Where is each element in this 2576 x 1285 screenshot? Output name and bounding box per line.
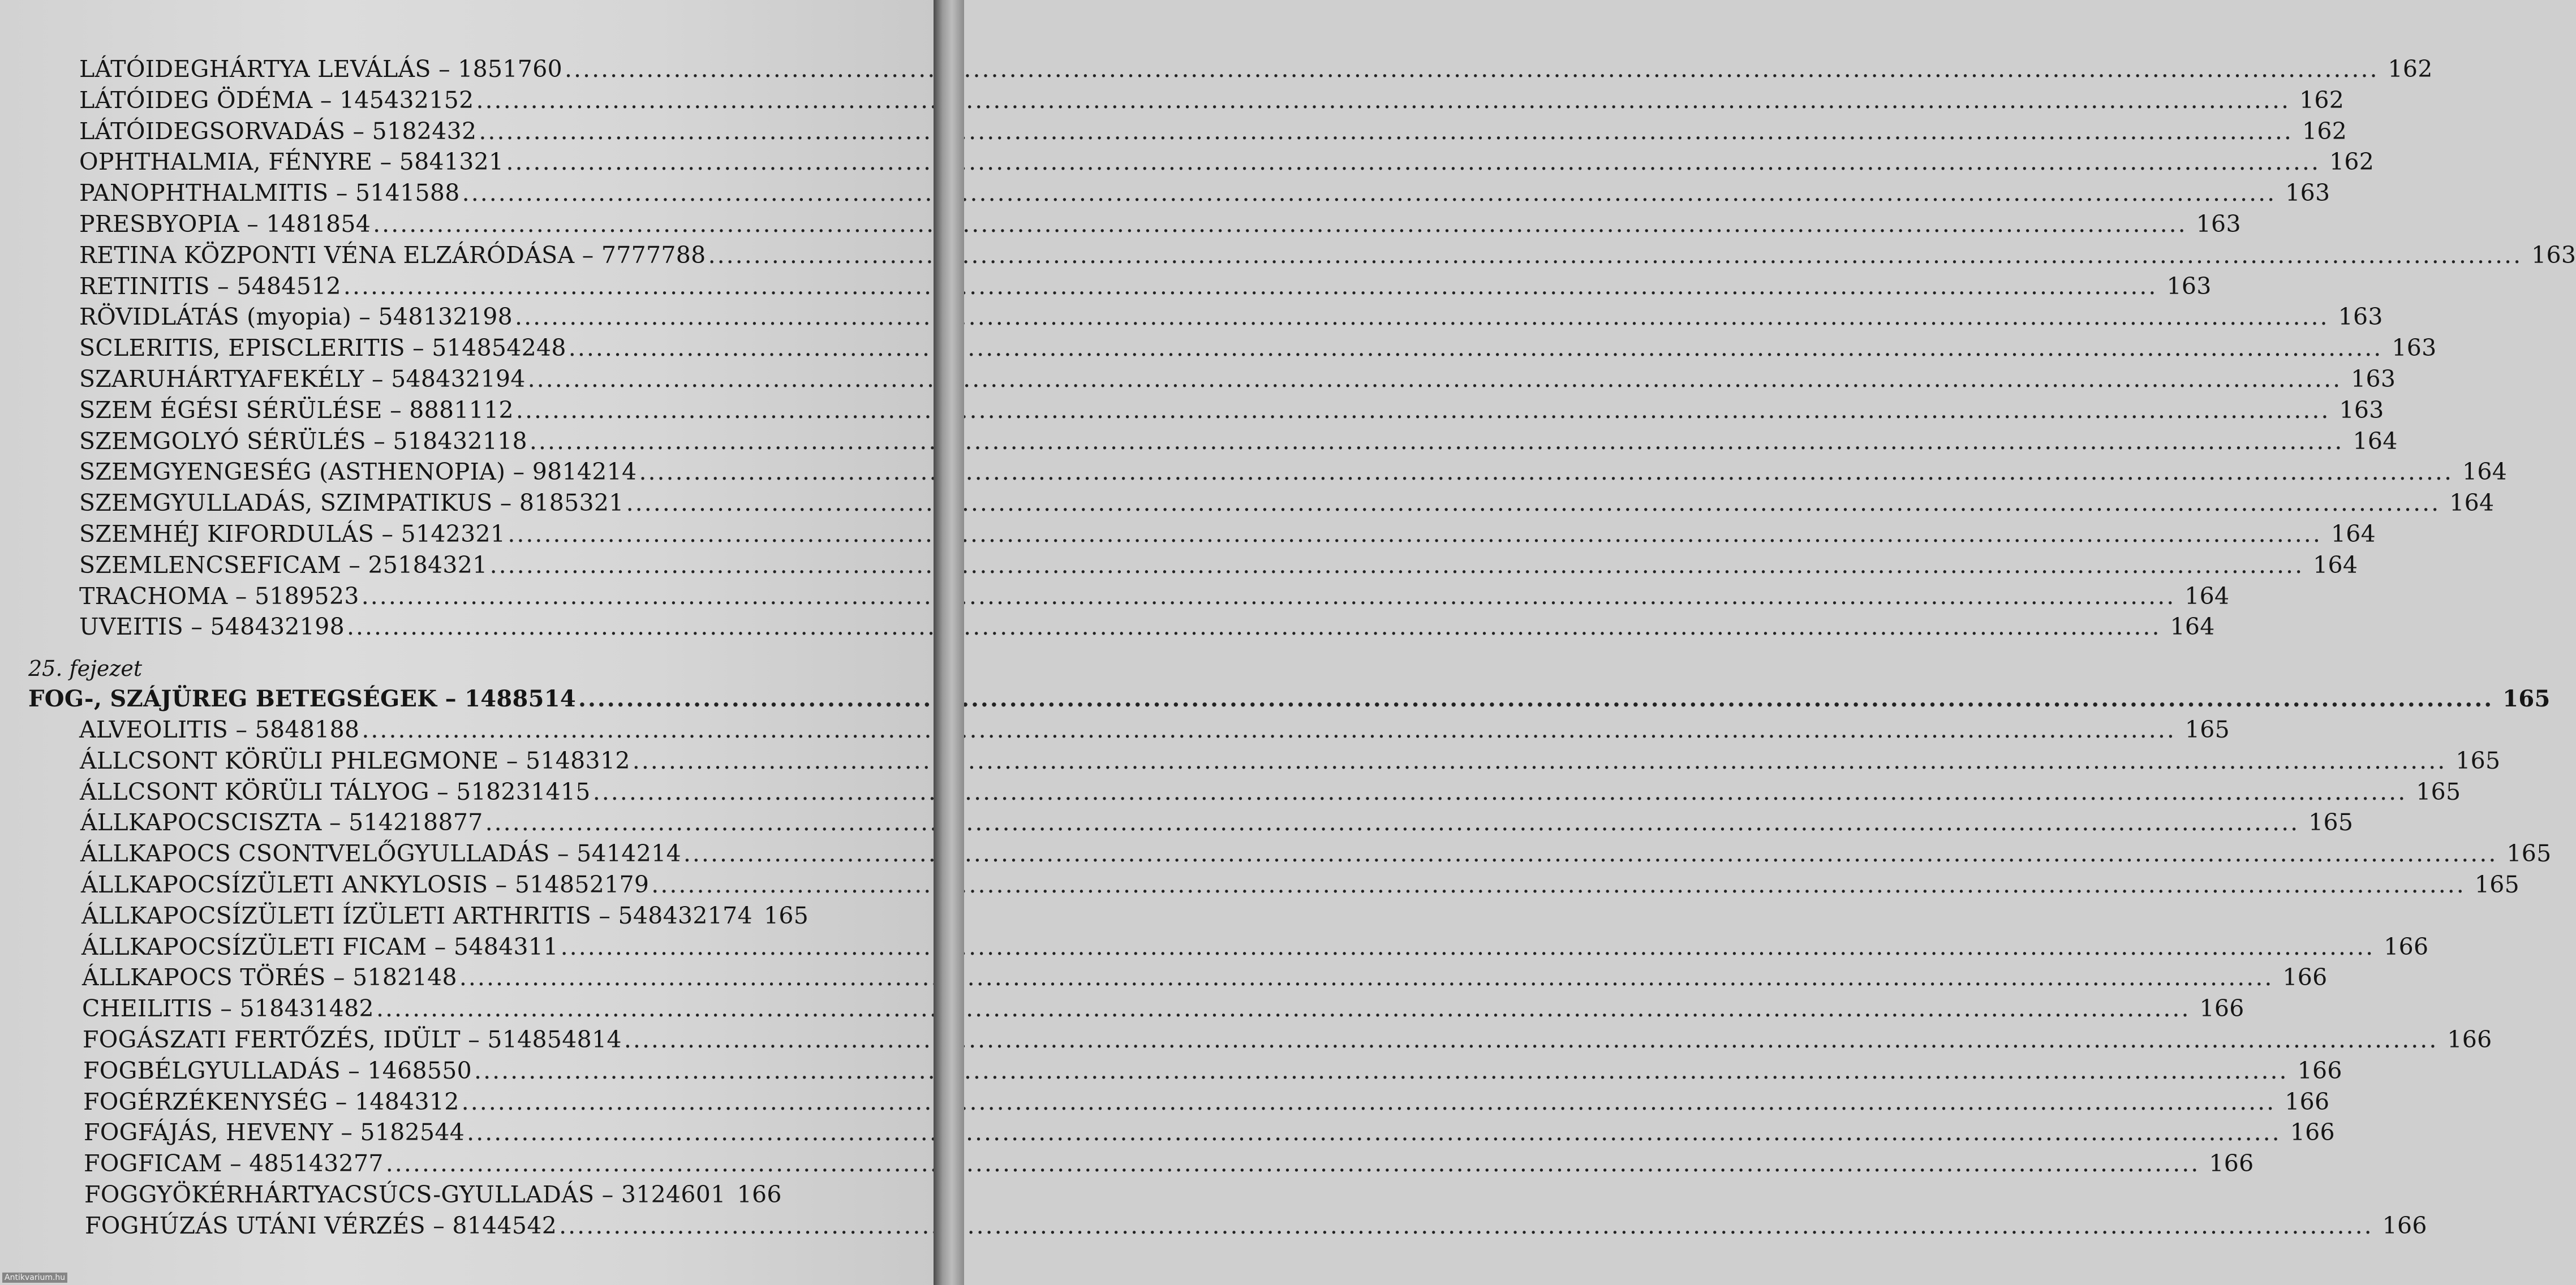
entry-page-number: 164	[2330, 520, 2376, 547]
entry-page-number: 162	[2329, 148, 2375, 176]
entry-page-number: 166	[2290, 1119, 2335, 1146]
toc-entry	[80, 747, 2501, 774]
entry-page-number: 164	[2170, 613, 2215, 641]
dot-leader	[508, 520, 2322, 547]
toc-entry	[82, 964, 2328, 991]
entry-title: ÁLLKAPOCSÍZÜLETI ANKYLOSIS – 514852179	[81, 871, 650, 898]
entry-page-number: 165	[2455, 747, 2501, 774]
toc-entry	[83, 1026, 2492, 1053]
toc-entry	[79, 489, 2495, 517]
toc-entry	[79, 716, 2230, 743]
dot-leader	[376, 995, 2191, 1022]
dot-leader	[708, 242, 2523, 269]
entry-page-number: 162	[2302, 117, 2347, 145]
toc-entry	[84, 1119, 2335, 1146]
toc-entry	[85, 1211, 2427, 1239]
entry-page-number: 162	[2299, 86, 2345, 114]
toc-entry	[81, 871, 2520, 898]
entry-title: FOGÁSZATI FERTŐZÉS, IDÜLT – 514854814	[83, 1026, 622, 1053]
toc-entry	[79, 148, 2375, 176]
entry-page-number: 163	[2531, 241, 2576, 269]
entry-title: PRESBYOPIA – 1481854	[79, 210, 371, 238]
dot-leader	[386, 1150, 2200, 1177]
toc-entry	[82, 995, 2244, 1023]
dot-leader	[476, 87, 2290, 114]
entry-page-number: 163	[2392, 334, 2437, 362]
dot-leader	[485, 809, 2300, 836]
dot-leader	[651, 871, 2466, 898]
dot-leader	[569, 334, 2383, 361]
toc-entry	[79, 272, 2212, 300]
entry-title: FOGHÚZÁS UTÁNI VÉRZÉS – 8144542	[85, 1211, 557, 1239]
entry-page-number: 164	[2462, 458, 2508, 486]
dot-leader	[624, 1026, 2439, 1053]
dot-leader	[459, 964, 2274, 991]
toc-entry	[79, 210, 2241, 238]
entry-page-number: 166	[2209, 1150, 2254, 1178]
toc-entry	[79, 551, 2358, 579]
dot-leader	[530, 428, 2344, 455]
dot-leader	[593, 778, 2407, 805]
dot-leader	[565, 55, 2379, 83]
dot-leader	[373, 210, 2187, 238]
dot-leader	[462, 1088, 2276, 1115]
dot-leader	[559, 1212, 2373, 1239]
toc-entry	[80, 840, 2552, 868]
entry-title: ÁLLKAPOCS CSONTVELŐGYULLADÁS – 5414214	[80, 840, 681, 868]
entry-title: PANOPHTHALMITIS – 5141588	[79, 179, 460, 207]
toc-entry	[79, 179, 2330, 207]
entry-title: LÁTÓIDEG ÖDÉMA – 145432152	[79, 86, 474, 114]
entry-page-number: 163	[2338, 303, 2383, 331]
entry-page-number: 166	[2384, 933, 2429, 960]
entry-page-number: 165	[2506, 840, 2552, 868]
dot-leader	[343, 273, 2158, 300]
dot-leader	[516, 396, 2330, 424]
dot-leader	[490, 551, 2304, 579]
entry-title: SZEM ÉGÉSI SÉRÜLÉSE – 8881112	[79, 396, 514, 424]
toc-entry	[79, 458, 2508, 486]
entry-title: OPHTHALMIA, FÉNYRE – 5841321	[79, 148, 504, 176]
toc-entry	[81, 933, 2429, 960]
entry-page-number: 163	[2285, 179, 2330, 207]
entry-title: SZARUHÁRTYAFEKÉLY – 548432194	[79, 365, 526, 393]
toc-entry	[79, 582, 2230, 610]
entry-title: SZEMGOLYÓ SÉRÜLÉS – 518432118	[79, 427, 527, 455]
toc-entry	[79, 427, 2398, 455]
entry-title: ÁLLCSONT KÖRÜLI PHLEGMONE – 5148312	[80, 747, 630, 774]
entry-page-number: 165	[763, 902, 809, 929]
entry-title: RETINITIS – 5484512	[79, 272, 341, 300]
chapter-label: 25. fejezet	[28, 656, 143, 681]
toc-entry	[84, 1181, 782, 1208]
toc-entry	[79, 117, 2347, 145]
entry-page-number: 164	[2313, 551, 2358, 579]
entry-title: ÁLLKAPOCSCISZTA – 514218877	[80, 809, 483, 836]
toc-entry	[79, 365, 2396, 393]
entry-title: ÁLLKAPOCS TÖRÉS – 5182148	[82, 964, 457, 991]
toc-entry	[79, 613, 2215, 641]
entry-title: LÁTÓIDEGSORVADÁS – 5182432	[79, 117, 477, 145]
toc-entry	[80, 778, 2461, 805]
entry-title: RETINA KÖZPONTI VÉNA ELZÁRÓDÁSA – 7777788	[79, 241, 706, 269]
chapter-heading-entry	[28, 685, 2551, 712]
entry-title: SZEMGYULLADÁS, SZIMPATIKUS – 8185321	[79, 489, 624, 517]
toc-entry	[79, 86, 2345, 114]
entry-page-number: 165	[2416, 778, 2461, 805]
toc-entry	[79, 334, 2437, 362]
entry-page-number: 165	[2502, 685, 2551, 712]
entry-page-number: 163	[2196, 210, 2241, 238]
entry-title: FOGBÉLGYULLADÁS – 1468550	[83, 1057, 472, 1084]
entry-page-number: 166	[2297, 1057, 2342, 1084]
entry-page-number: 163	[2166, 272, 2212, 300]
toc-entry	[80, 809, 2354, 836]
entry-page-number: 164	[2449, 489, 2495, 517]
dot-leader	[362, 583, 2176, 610]
dot-leader	[626, 489, 2441, 516]
toc-entry	[79, 241, 2576, 269]
entry-page-number: 166	[2447, 1026, 2492, 1053]
entry-title: SCLERITIS, EPISCLERITIS – 514854248	[79, 334, 566, 362]
toc-entry	[83, 1057, 2342, 1084]
dot-leader	[347, 613, 2161, 640]
dot-leader	[639, 458, 2453, 485]
dot-leader	[561, 933, 2375, 960]
entry-page-number: 166	[737, 1181, 782, 1208]
toc-entry	[79, 303, 2383, 331]
entry-page-number: 165	[2474, 871, 2520, 898]
entry-title: ÁLLCSONT KÖRÜLI TÁLYOG – 518231415	[80, 778, 591, 805]
entry-page-number: 164	[2353, 427, 2398, 455]
entry-title: FOG-, SZÁJÜREG BETEGSÉGEK – 1488514	[28, 685, 577, 712]
dot-leader	[467, 1119, 2281, 1146]
dot-leader	[462, 179, 2277, 206]
dot-leader	[474, 1057, 2289, 1084]
entry-title: TRACHOMA – 5189523	[79, 582, 359, 610]
dot-leader	[633, 747, 2447, 774]
toc-entry	[83, 1088, 2330, 1115]
dot-leader	[515, 303, 2329, 330]
toc-entry	[84, 1150, 2254, 1178]
entry-page-number: 164	[2184, 582, 2230, 610]
entry-page-number: 166	[2199, 995, 2244, 1023]
dot-leader	[506, 148, 2320, 175]
dot-leader	[479, 118, 2293, 145]
entry-page-number: 165	[2184, 716, 2230, 743]
entry-page-number: 166	[2285, 1088, 2330, 1115]
dot-leader	[528, 365, 2342, 393]
entry-title: CHEILITIS – 518431482	[82, 995, 374, 1023]
entry-title: FOGFICAM – 485143277	[84, 1150, 384, 1178]
entry-title: UVEITIS – 548432198	[79, 613, 345, 641]
page-edge-shadow	[934, 0, 964, 1285]
entry-page-number: 166	[2282, 964, 2328, 991]
entry-page-number: 165	[2308, 809, 2354, 836]
entry-title: RÖVIDLÁTÁS (myopia) – 548132198	[79, 303, 513, 331]
entry-title: SZEMGYENGESÉG (ASTHENOPIA) – 9814214	[79, 458, 637, 486]
entry-title: ÁLLKAPOCSÍZÜLETI ÍZÜLETI ARTHRITIS – 548432174	[81, 902, 752, 929]
toc-entry	[79, 396, 2384, 424]
entry-title: FOGFÁJÁS, HEVENY – 5182544	[84, 1119, 465, 1146]
entry-title: SZEMHÉJ KIFORDULÁS – 5142321	[79, 520, 506, 547]
entry-title: LÁTÓIDEGHÁRTYA LEVÁLÁS – 1851760	[79, 55, 562, 83]
toc-entry	[79, 520, 2376, 547]
entry-title: FOGGYÖKÉRHÁRTYACSÚCS-GYULLADÁS – 3124601	[84, 1181, 726, 1208]
entry-title: ALVEOLITIS – 5848188	[79, 716, 360, 743]
dot-leader	[362, 716, 2176, 743]
entry-title: FOGÉRZÉKENYSÉG – 1484312	[83, 1088, 459, 1115]
entry-title: SZEMLENCSEFICAM – 25184321	[79, 551, 488, 579]
dot-leader	[578, 685, 2493, 712]
entry-page-number: 162	[2388, 55, 2433, 83]
entry-page-number: 163	[2351, 365, 2396, 393]
entry-title: ÁLLKAPOCSÍZÜLETI FICAM – 5484311	[81, 933, 558, 960]
entry-page-number: 166	[2382, 1211, 2427, 1239]
entry-page-number: 163	[2339, 396, 2384, 424]
watermark: Antikvarium.hu	[2, 1273, 67, 1283]
toc-entry	[79, 55, 2433, 83]
toc-entry	[81, 902, 809, 929]
